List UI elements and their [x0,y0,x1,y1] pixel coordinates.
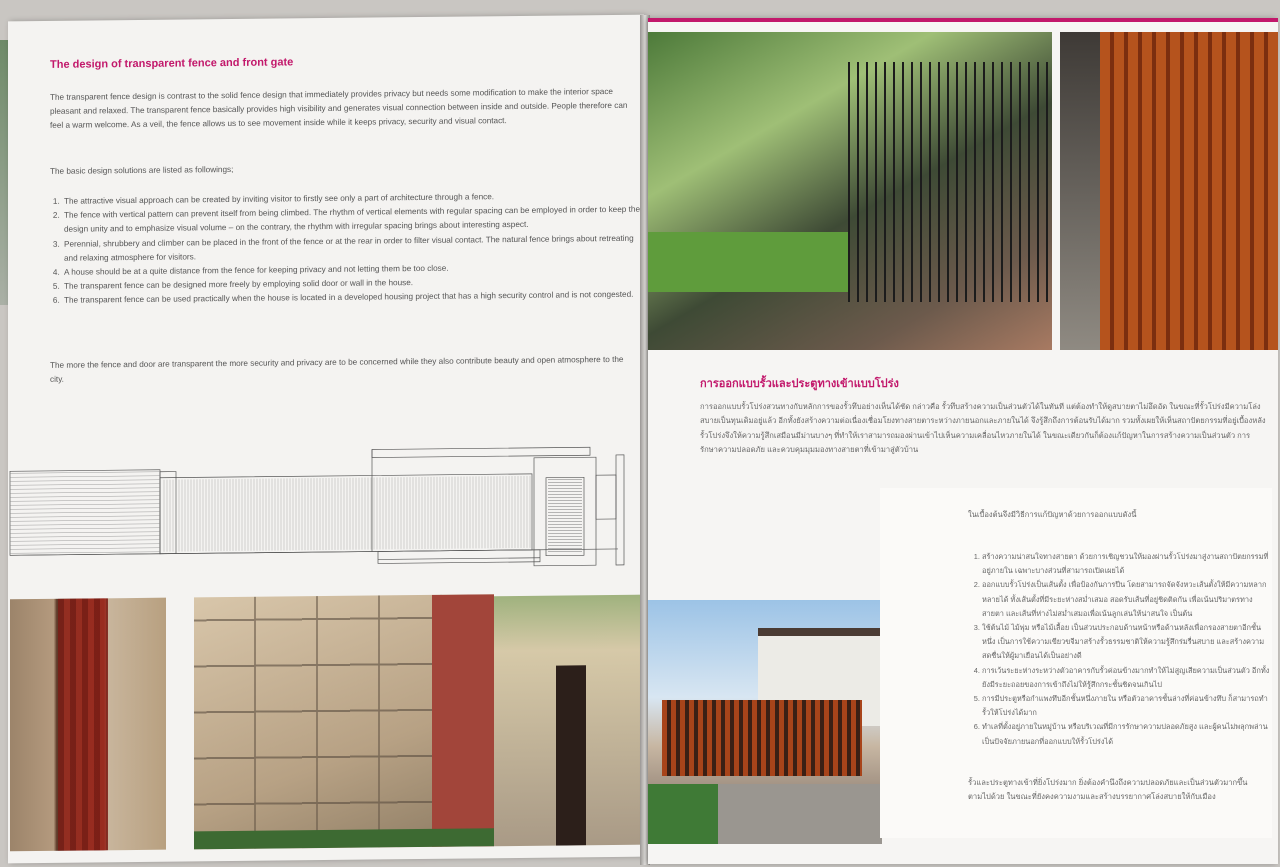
thai-design-solutions-list [968,550,1274,749]
list-item: 5. The transparent fence can be designed more freely by employing solid door or wall in the house. [62,274,642,294]
main-fence-hatch [164,476,530,552]
list-item: 2. The fence with vertical pattern can prevent itself from being climbed. The rhythm of vertical elements with regular spacing can be employed in order to keep the design unity and to emphasize visual volume – on the contrary, the rhythm with irregular spacing brings about interesting aspect. [62,203,642,237]
stone-wall-red-gate-photo [10,598,166,852]
thai-list-heading: ในเบื้องต้นจึงมีวิธีการแก้ปัญหาด้วยการออกแบบดังนี้ [968,510,1137,519]
thai-list-panel [880,488,1272,838]
list-item: 4. การเว้นระยะห่างระหว่างตัวอาคารกับรั้วค่อนข้างมากทำให้ไม่สูญเสียความเป็นส่วนตัว อีกทั้งยังมีระยะถอยของการเข้าถึงไม่ให้รู้สึกกระชั้นชิดจนเกินไป [982,664,1274,692]
gate-hatch [548,479,582,551]
conclusion-paragraph: The more the fence and door are transparent the more security and privacy are to be concerned while they also contribute beauty and open atmosphere to the city. [50,354,624,385]
list-item: 1. สร้างความน่าสนใจทางสายตา ด้วยการเชิญชวนให้มองผ่านรั้วโปร่งมาสู่งานสถาปัตยกรรมที่อยู่ภายใน เฉพาะบางส่วนที่สามารถเปิดเผยได้ [982,550,1274,578]
fence-elevation-drawing [8,445,644,582]
intro-paragraph: The transparent fence design is contrast to the solid fence design that immediately provides privacy but needs some modification to make the interior space pleasant and relaxed. The transparent fence basically provides high visibility and generates visual connection between inside and outside. People therefore can feel a warm welcome. As a veil, the fence allows us to see movement inside while it keeps privacy, security and visual contact. [50,86,628,131]
list-item: 6. ทำเลที่ตั้งอยู่ภายในหมู่บ้าน หรือบริเวณที่มีการรักษาความปลอดภัยสูง และผู้คนไม่พลุกพล่าน เป็นปัจจัยภายนอกที่ออกแบบให้รั้วโปร่งได้ [982,720,1274,748]
list-item: 3. ใช้ต้นไม้ ไม้พุ่ม หรือไม้เลื้อย เป็นส่วนประกอบด้านหน้าหรือด้านหลังเพื่อกรองสายตาอีกชั้นหนึ่ง เป็นการใช้ความเขียวขจีมาสร้างรั้วธรรมชาติให้ความรู้สึกร่มรื่นสบาย และสร้างความสดชื่นให้ผู้มาเยือนได้เป็นอย่างดี [982,621,1274,664]
list-heading: The basic design solutions are listed as followings; [50,164,234,176]
list-item: 6. The transparent fence can be used practically when the house is located in a developed housing project that has a high security control and is not congested. [62,288,642,308]
thai-conclusion-paragraph: รั้วและประตูทางเข้าที่ยิ่งโปร่งมาก ยิ่งต้องคำนึงถึงความปลอดภัยและเป็นส่วนตัวมากขึ้นตามไปด้วย ในขณะที่ยังคงความงามและสร้างบรรยากาศโล่งสบายให้กับเมือง [968,778,1248,802]
stone-pillar-photo [494,595,644,847]
section-title-english: The design of transparent fence and front gate [50,56,294,71]
list-item: 5. การมีประตูหรือกำแพงทึบอีกชั้นหนึ่งภายใน หรือตัวอาคารชั้นล่างที่ค่อนข้างทึบ ก็สามารถทำรั้วให้โปร่งได้มาก [982,692,1274,720]
list-item: 4. A house should be at a quite distance from the fence for keeping privacy and not letting them be too close. [62,260,642,280]
timber-slat-fence-photo [1060,32,1278,350]
house-with-timber-gate-photo [648,600,882,844]
adjacent-page-edge [0,40,8,305]
list-item: 3. Perennial, shrubbery and climber can be placed in the front of the fence or at the rear in order to filter visual contact. The natural fence brings about retreating and relaxing atmosphere for visitors. [62,231,642,265]
left-page [8,15,644,864]
list-item: 2. ออกแบบรั้วโปร่งเป็นเส้นตั้ง เพื่อป้องกันการปีน โดยสามารถจัดจังหวะเส้นตั้งให้มีความหลากหลายได้ ทั้งเส้นตั้งที่มีระยะห่างสม่ำเสมอ สอดรับเส้นที่อยู่ชิดติดกัน เพื่อเน้นปริมาตรทางสายตา และเส้นที่ห่างไม่สม่ำเสมอเพื่อเน้นลูกเล่นให้น่าสนใจ เป็นต้น [982,578,1274,621]
design-solutions-list [50,189,642,309]
right-page [648,18,1278,864]
thai-intro-paragraph: การออกแบบรั้วโปร่งสวนทางกับหลักการของรั้วทึบอย่างเห็นได้ชัด กล่าวคือ รั้วทึบสร้างความเป็นส่วนตัวได้ในทันที แต่ต้องทำให้ดูสบายตาไม่อึดอัด ในขณะที่รั้วโปร่งมีความโล่งสบายเป็นทุนเดิมอยู่แล้ว อีกทั้งยังสร้างความต่อเนื่องเชื่อมโยงทางสายตาระหว่างภายนอกและภายในได้ จึงรู้สึกถึงการต้อนรับได้มาก รวมทั้งเผยให้เห็นสถาปัตยกรรมที่อยู่เบื้องหลังรั้วโปร่งจึงให้ความรู้สึกเสมือนมีม่านบางๆ ที่ทำให้เราสามารถมองผ่านเข้าไปเห็นความเคลื่อนไหวภายในได้ ในขณะเดียวกันก็ต้องแก้ปัญหาในการสร้างความเป็นส่วนตัว การรักษาความปลอดภัย และควบคุมมุมมองทางสายตาที่เข้ามาสู่ตัวบ้าน [700,402,1266,455]
left-fence-hatch [10,472,160,554]
black-metal-gate-photo [648,32,1052,350]
list-item: 1. The attractive visual approach can be created by inviting visitor to firstly see only a part of architecture through a fence. [62,189,642,209]
section-title-thai: การออกแบบรั้วและประตูทางเข้าแบบโปร่ง [700,378,899,390]
shadowed-wall-photo [194,594,494,849]
